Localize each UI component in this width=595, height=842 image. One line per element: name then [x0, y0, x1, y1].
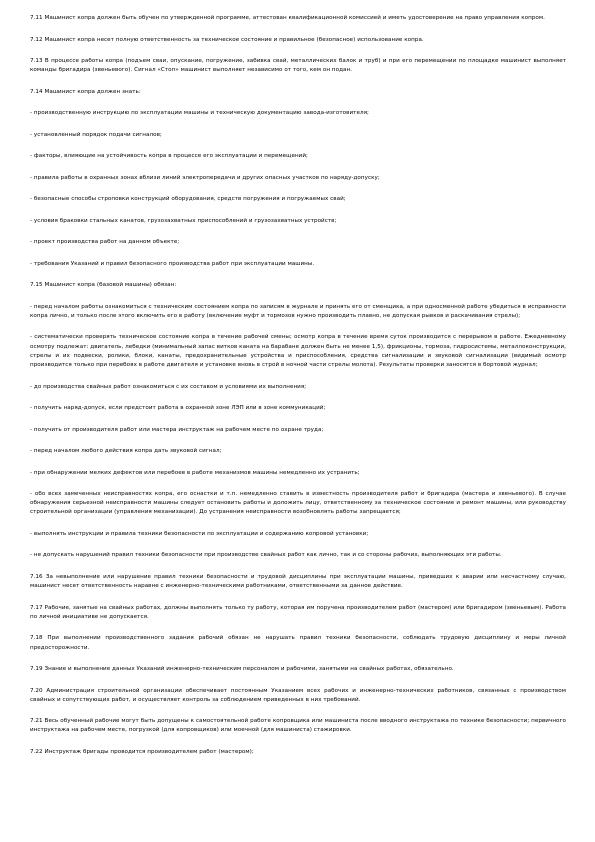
paragraph: 7.15 Машинист копра (базовой машины) обязан: [30, 282, 177, 289]
paragraph: 7.17 Рабочие, занятые на свайных работах, должны выполнять только ту работу, которая им поручена производителем работ (мастером) или бригадиром (звеньевым). Работа по личной инициативе не допускается. [30, 604, 566, 620]
paragraph: - выполнять инструкции и правила техники безопасности по эксплуатации и содержанию копровой установки; [30, 530, 369, 537]
paragraph: - систематически проверять техническое состояние копра в течение рабочей смены; осмотр копра в течение время суток производится с перерывом в работе. Ежедневному осмотру подлежат: двигатель, лебедки (минимальный запас витков каната на барабане должен быть не менее 1,5), фрикционы, тормоза, гидросистемы, металлоконструкции, стрелы и их подвески, ролики, блоки, канаты, предохранительные устройства и приспособления, средства сигнализации и звуковой сигнализации (видимый осмотр производится только при перебоях в работе двигателя и установке вновь в строй в ночной части стрелы молота). Результаты проверки заносятся в бортовой журнал; [30, 334, 566, 369]
paragraph: - условия браковки стальных канатов, грузозахватных приспособлений и грузозахватных устройств; [30, 217, 337, 224]
paragraph: - проект производства работ на данном объекте; [30, 239, 180, 246]
paragraph: 7.16 За невыполнение или нарушение правил техники безопасности и трудовой дисциплины при эксплуатации машины, приведших к аварии или несчастному случаю, машинист несет ответственность наравне с инженерно-техническими работниками, ответственными за данное действие. [30, 573, 566, 590]
paragraph: - безопасные способы строповки конструкций оборудования, средств погружения и погружаемых свай; [30, 196, 346, 203]
paragraph: - факторы, влияющие на устойчивость копра в процессе его эксплуатации и перемещений; [30, 153, 308, 160]
paragraph: - получить наряд-допуск, если предстоит работа в охранной зоне ЛЭП или в зоне коммуникаций; [30, 405, 326, 412]
paragraph: 7.20 Администрация строительной организации обеспечивает постоянным Указанием всех рабочих и инженерно-технических работников, связанных с производством свайных и сопутствующих работ, и осуществляет контроль за соблюдением приведенных в них требований. [30, 687, 566, 703]
paragraph: - до производства свайных работ ознакомиться с их составом и условиями их выполнения; [30, 383, 307, 390]
paragraph: 7.18 При выполнении производственного задания рабочий обязан не нарушать правил техники безопасности, соблюдать трудовую дисциплину и меры личной предосторожности. [30, 635, 566, 651]
paragraph: - получить от производителя работ или мастера инструктаж на рабочем месте по охране труда; [30, 426, 324, 433]
paragraph: - перед началом работы ознакомиться с техническим состоянием копра по записям в журнале и принять его от сменщика, а при односменной работе убедиться в исправности копра лично, и только после этого включить его в работу (включение муфт и тормозов нужно производить плавно, не допуская рывков и раскачивания стрелы); [30, 303, 566, 319]
paragraph: - не допускать нарушений правил техники безопасности при производстве свайных работ как лично, так и со стороны рабочих, выполняющих эти работы. [30, 552, 502, 559]
paragraph: - перед началом любого действия копра дать звуковой сигнал; [30, 448, 222, 455]
paragraph: 7.11 Машинист копра должен быть обучен по утвержденной программе, аттестован квалификационной комиссией и иметь удостоверение на право управления копром. [30, 15, 545, 21]
paragraph: - установленный порядок подачи сигналов; [30, 131, 162, 138]
paragraph: 7.19 Знание и выполнение данных Указаний инженерно-техническим персоналом и рабочими, занятыми на свайных работах, обязательно. [30, 666, 454, 673]
paragraph: - требования Указаний и правил безопасного производства работ при эксплуатации машины. [30, 260, 315, 267]
paragraph: 7.14 Машинист копра должен знать: [30, 88, 141, 95]
paragraph: - при обнаружении мелких дефектов или перебоев в работе механизмов машины немедленно их устранить; [30, 469, 360, 476]
paragraph: 7.22 Инструктаж бригады проводится производителем работ (мастером); [30, 748, 254, 755]
paragraph: 7.12 Машинист копра несет полную ответственность за техническое состояние и правильное (безопасное) использование копра. [30, 36, 424, 43]
paragraph: - правила работы в охранных зонах вблизи линий электропередачи и других опасных участков по наряду-допуску; [30, 174, 380, 181]
paragraph: 7.21 Весь обученный рабочие могут быть допущены к самостоятельной работе копровщика или машиниста после вводного инструктажа по технике безопасности; первичного инструктажа на рабочем месте, погрузкой (для копровщиков) или моечной (для машиниста) стажировки. [30, 718, 566, 734]
document-body [30, 14, 566, 769]
paragraph: 7.13 В процессе работы копра (подъем сваи, опускание, погружение, забивка свай, металлических балок и труб) и при его перемещении по площадке машинист выполняет команды бригадира (звеньевого). Сигнал «Стоп» машинист выполняет независимо от того, кем он подан. [30, 58, 566, 74]
paragraph: - производственную инструкцию по эксплуатации машины и техническую документацию завода-изготовителя; [30, 110, 369, 117]
paragraph: - обо всех замеченных неисправностях копра, его оснастки и т.п. немедленно ставить в известность производителя работ и бригадира (мастера и звеньевого). В случае обнаружения серьезной неисправности машины следует остановить работы и доложить лицу, ответственному за техническое состояние и ремонт машины, или руководству строительной организации (управления механизации). До устранения неисправности возобновлять работы запрещается; [30, 491, 566, 516]
